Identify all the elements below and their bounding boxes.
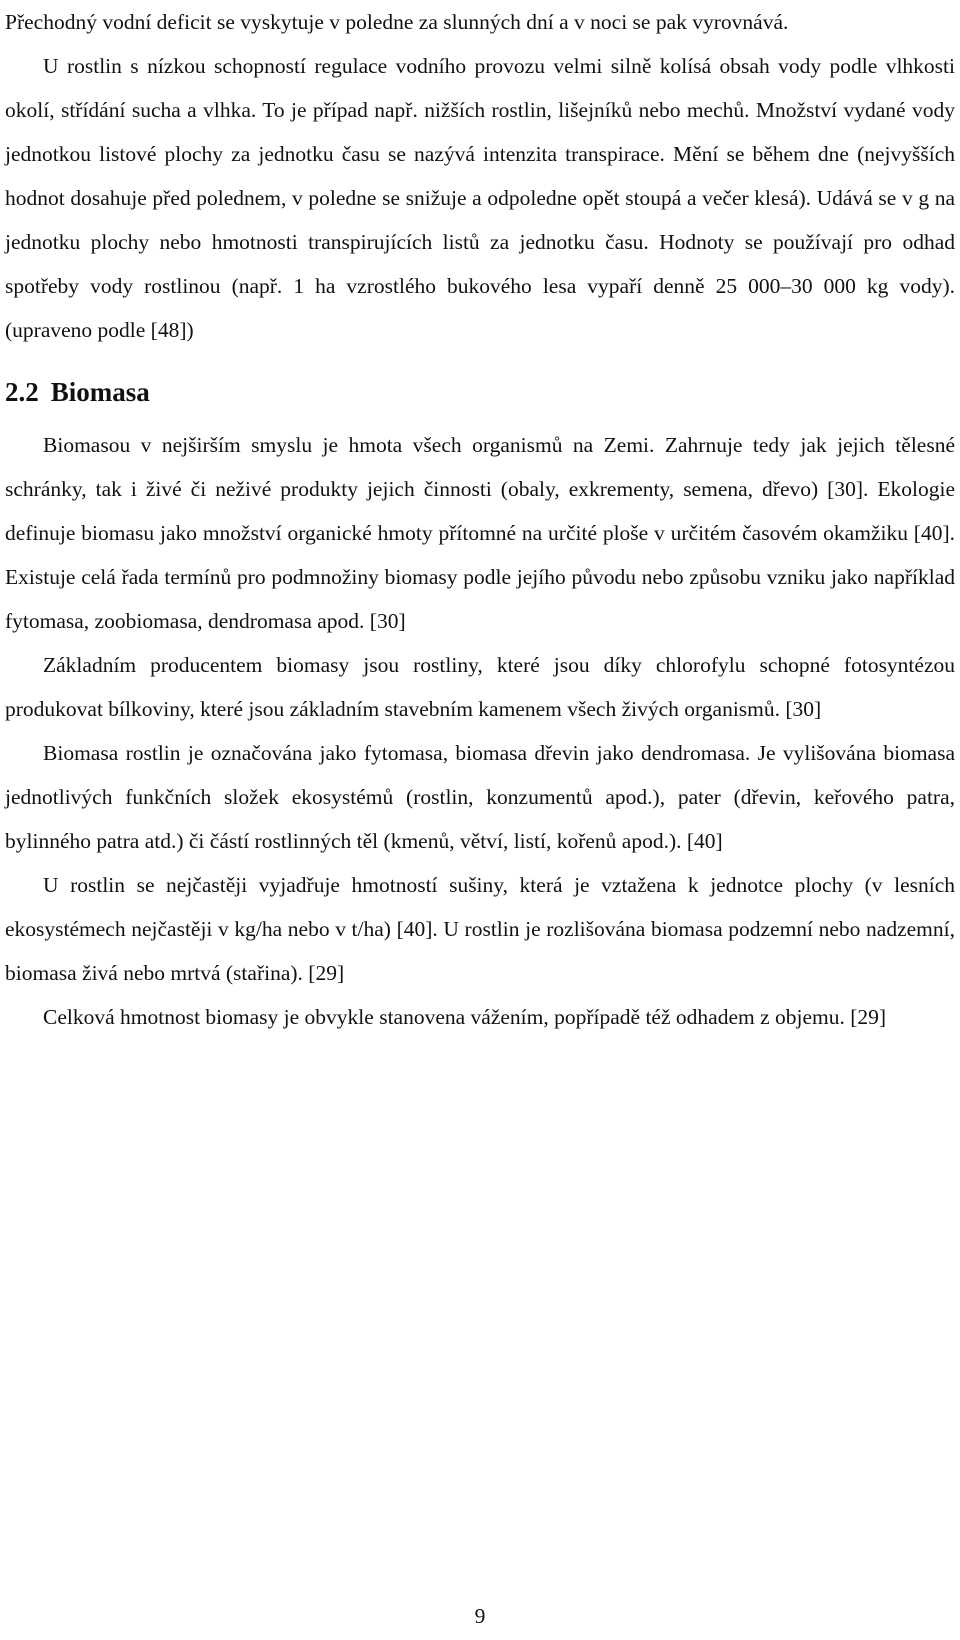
paragraph-biomass-definition: Biomasou v nejširším smyslu je hmota všech organismů na Zemi. Zahrnuje tedy jak jejich tělesné schránky, tak i živé či neživé produkty jejich činnosti (obaly, exkrementy, semena, dřevo) [30]. Ekologie definuje biomasu jako množství organické hmoty přítomné na určité ploše v určitém časovém okamžiku [40]. Existuje celá řada termínů pro podmnožiny biomasy podle jejího původu nebo způsobu vzniku jako například fytomasa, zoobiomasa, dendromasa apod. [30]	[5, 433, 955, 633]
paragraph-transpiration-deficit: Přechodný vodní deficit se vyskytuje v poledne za slunných dní a v noci se pak vyrovnává.	[5, 10, 789, 34]
paragraph-dry-matter: U rostlin se nejčastěji vyjadřuje hmotností sušiny, která je vztažena k jednotce plochy (v lesních ekosystémech nejčastěji v kg/ha nebo v t/ha) [40]. U rostlin je rozlišována biomasa podzemní nebo nadzemní, biomasa živá nebo mrtvá (stařina). [29]	[5, 873, 955, 985]
paragraph-biomass-producers: Základním producentem biomasy jsou rostliny, které jsou díky chlorofylu schopné fotosyntézou produkovat bílkoviny, které jsou základním stavebním kamenem všech živých organismů. [30]	[5, 653, 955, 721]
paragraph-phytomass: Biomasa rostlin je označována jako fytomasa, biomasa dřevin jako dendromasa. Je vylišována biomasa jednotlivých funkčních složek ekosystémů (rostlin, konzumentů apod.), pater (dřevin, keřového patra, bylinného patra atd.) či částí rostlinných těl (kmenů, větví, listí, kořenů apod.). [40]	[5, 741, 955, 853]
section-heading	[5, 370, 955, 414]
paragraph-biomass-weighing: Celková hmotnost biomasy je obvykle stanovena vážením, popřípadě též odhadem z objemu. [29]	[43, 1005, 887, 1029]
section-title: Biomasa	[50, 377, 150, 407]
section-number: 2.2	[5, 377, 39, 407]
paragraph-transpiration-intensity: U rostlin s nízkou schopností regulace vodního provozu velmi silně kolísá obsah vody podle vlhkosti okolí, střídání sucha a vlhka. To je případ např. nižších rostlin, lišejníků nebo mechů. Množství vydané vody jednotkou listové plochy za jednotku času se nazývá intenzita transpirace. Mění se během dne (nejvyšších hodnot dosahuje před polednem, v poledne se snižuje a odpoledne opět stoupá a večer klesá). Udává se v g na jednotku plochy nebo hmotnosti transpirujících listů za jednotku času. Hodnoty se používají pro odhad spotřeby vody rostlinou (např. 1 ha vzrostlého bukového lesa vypaří denně 25 000–30 000 kg vody). (upraveno podle [48])	[5, 54, 955, 342]
page-number: 9	[474, 1604, 486, 1628]
document-page	[5, 0, 955, 1039]
